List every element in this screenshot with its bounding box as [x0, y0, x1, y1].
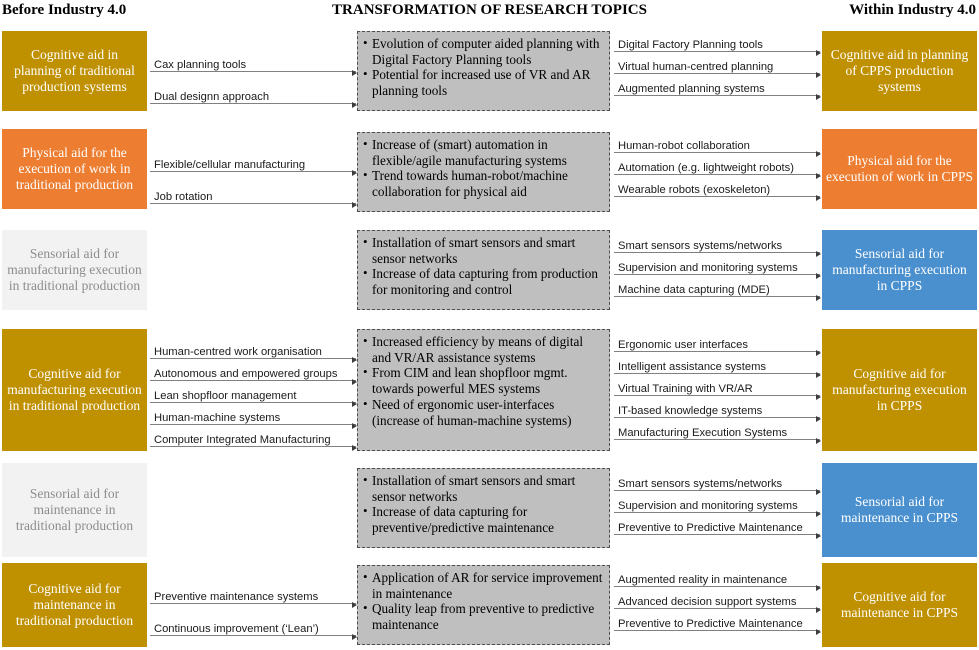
connector-arrow[interactable] [614, 52, 820, 74]
after-state-label: Sensorial aid for manufacturing execution in CPPS [832, 246, 967, 293]
connector-label: Lean shopfloor management [154, 389, 297, 402]
arrowhead-icon [816, 94, 821, 100]
arrowhead-icon [352, 634, 357, 640]
connector-arrow[interactable] [150, 172, 356, 204]
header-before-industry: Before Industry 4.0 [2, 2, 127, 18]
connector-label: Preventive maintenance systems [154, 590, 319, 603]
before-state-label: Cognitive aid in planning of traditional production systems [14, 47, 135, 94]
arrowhead-icon [352, 102, 357, 108]
connector-arrow[interactable] [614, 396, 820, 418]
transformation-list [363, 334, 603, 428]
connector-arrow[interactable] [614, 175, 820, 197]
connector-label: Preventive to Predictive Maintenance [618, 617, 803, 630]
transformation-item: • Application of AR for service improvement in maintenance [363, 570, 603, 601]
after-state-box[interactable] [822, 463, 977, 557]
transformation-item: • Increase of data capturing from production for monitoring and control [363, 266, 603, 297]
transformation-item: • Potential for increased use of VR and AR planning tools [363, 67, 603, 98]
connector-arrow[interactable] [150, 572, 356, 604]
after-state-box[interactable] [822, 129, 977, 209]
connector-arrow[interactable] [614, 418, 820, 440]
right-connector-group [614, 30, 820, 96]
transformation-list [363, 36, 603, 99]
before-state-label: Sensorial aid for maintenance in traditional production [15, 486, 134, 533]
connector-arrow[interactable] [150, 40, 356, 72]
connector-label: Virtual Training with VR/AR [618, 382, 753, 395]
right-connector-group [614, 231, 820, 297]
arrowhead-icon [352, 202, 357, 208]
connector-line [614, 630, 820, 631]
left-connector-group [150, 140, 356, 204]
connector-label: Intelligent assistance systems [618, 360, 766, 373]
right-connector-group [614, 131, 820, 197]
after-state-box[interactable] [822, 31, 977, 111]
after-state-label: Cognitive aid in planning of CPPS production systems [830, 47, 969, 94]
before-state-box[interactable] [2, 230, 147, 310]
transformation-item: • Trend towards human-robot/machine collaboration for physical aid [363, 168, 603, 199]
transformation-item: • Increase of data capturing for preventive/predictive maintenance [363, 504, 603, 535]
connector-arrow[interactable] [614, 352, 820, 374]
transformation-item: • Installation of smart sensors and smart sensor networks [363, 235, 603, 266]
connector-label: Autonomous and empowered groups [154, 367, 338, 380]
connector-label: Augmented planning systems [618, 82, 765, 95]
connector-arrow[interactable] [150, 425, 356, 447]
header-within-industry: Within Industry 4.0 [849, 2, 976, 18]
connector-arrow[interactable] [150, 337, 356, 359]
transformation-box[interactable] [357, 329, 610, 451]
connector-arrow[interactable] [614, 374, 820, 396]
after-state-label: Cognitive aid for manufacturing execution in CPPS [832, 366, 967, 413]
transformation-item: • Increase of (smart) automation in flexible/agile manufacturing systems [363, 137, 603, 168]
transformation-item: • Need of ergonomic user-interfaces (increase of human-machine systems) [363, 397, 603, 428]
left-connector-group [150, 337, 356, 447]
before-state-box[interactable] [2, 129, 147, 209]
after-state-label: Cognitive aid for maintenance in CPPS [841, 589, 958, 620]
connector-arrow[interactable] [614, 153, 820, 175]
arrowhead-icon [816, 629, 821, 635]
connector-arrow[interactable] [614, 30, 820, 52]
connector-label: Advanced decision support systems [618, 595, 797, 608]
before-state-label: Cognitive aid for maintenance in traditional production [15, 581, 134, 628]
connector-arrow[interactable] [150, 359, 356, 381]
before-state-box[interactable] [2, 31, 147, 111]
connector-label: Preventive to Predictive Maintenance [618, 521, 803, 534]
before-state-box[interactable] [2, 563, 147, 647]
after-state-box[interactable] [822, 563, 977, 647]
connector-arrow[interactable] [614, 513, 820, 535]
after-state-label: Physical aid for the execution of work in CPPS [826, 153, 973, 184]
transformation-box[interactable] [357, 31, 610, 111]
right-connector-group [614, 565, 820, 631]
transformation-item: • Evolution of computer aided planning with Digital Factory Planning tools [363, 36, 603, 67]
transformation-box[interactable] [357, 565, 610, 645]
connector-label: Wearable robots (exoskeleton) [618, 183, 771, 196]
transformation-box[interactable] [357, 468, 610, 548]
connector-arrow[interactable] [614, 74, 820, 96]
arrowhead-icon [816, 295, 821, 301]
connector-arrow[interactable] [614, 469, 820, 491]
transformation-list [363, 137, 603, 200]
connector-line [614, 95, 820, 96]
transformation-item: • Increased efficiency by means of digital and VR/AR assistance systems [363, 334, 603, 365]
connector-arrow[interactable] [614, 565, 820, 587]
transformation-list [363, 570, 603, 633]
connector-arrow[interactable] [614, 330, 820, 352]
connector-label: Supervision and monitoring systems [618, 499, 798, 512]
connector-arrow[interactable] [614, 131, 820, 153]
connector-label: Flexible/cellular manufacturing [154, 158, 306, 171]
before-state-box[interactable] [2, 463, 147, 557]
connector-line [614, 439, 820, 440]
connector-label: Smart sensors systems/networks [618, 239, 783, 252]
transformation-item: • Quality leap from preventive to predictive maintenance [363, 601, 603, 632]
after-state-label: Sensorial aid for maintenance in CPPS [841, 494, 958, 525]
connector-line [614, 296, 820, 297]
connector-label: Cax planning tools [154, 58, 247, 71]
connector-label: Human-centred work organisation [154, 345, 322, 358]
connector-label: Ergonomic user interfaces [618, 338, 748, 351]
transformation-box[interactable] [357, 230, 610, 310]
connector-label: Automation (e.g. lightweight robots) [618, 161, 794, 174]
connector-line [150, 103, 356, 104]
right-connector-group [614, 330, 820, 440]
before-state-label: Sensorial aid for manufacturing execution in traditional production [7, 246, 142, 293]
connector-label: IT-based knowledge systems [618, 404, 763, 417]
connector-arrow[interactable] [614, 275, 820, 297]
connector-label: Job rotation [154, 190, 213, 203]
transformation-list [363, 235, 603, 298]
connector-line [150, 635, 356, 636]
after-state-box[interactable] [822, 329, 977, 451]
header-transformation: TRANSFORMATION OF RESEARCH TOPICS [332, 2, 647, 18]
connector-label: Human-machine systems [154, 411, 281, 424]
connector-arrow[interactable] [614, 231, 820, 253]
connector-arrow[interactable] [614, 587, 820, 609]
transformation-item: • From CIM and lean shopfloor mgmt. towards powerful MES systems [363, 365, 603, 396]
transformation-box[interactable] [357, 132, 610, 212]
before-state-box[interactable] [2, 329, 147, 451]
connector-arrow[interactable] [614, 253, 820, 275]
arrowhead-icon [816, 438, 821, 444]
connector-arrow[interactable] [150, 403, 356, 425]
connector-line [614, 196, 820, 197]
connector-arrow[interactable] [150, 381, 356, 403]
connector-arrow[interactable] [150, 140, 356, 172]
connector-arrow[interactable] [614, 491, 820, 513]
arrowhead-icon [816, 533, 821, 539]
after-state-box[interactable] [822, 230, 977, 310]
connector-label: Supervision and monitoring systems [618, 261, 798, 274]
connector-label: Digital Factory Planning tools [618, 38, 763, 51]
connector-label: Smart sensors systems/networks [618, 477, 783, 490]
left-connector-group [150, 40, 356, 104]
connector-arrow[interactable] [150, 72, 356, 104]
connector-label: Manufacturing Execution Systems [618, 426, 788, 439]
connector-line [614, 534, 820, 535]
before-state-label: Physical aid for the execution of work in traditional production [15, 145, 134, 192]
connector-label: Dual designn approach [154, 90, 270, 103]
connector-line [150, 446, 356, 447]
transformation-item: • Installation of smart sensors and smart sensor networks [363, 473, 603, 504]
left-connector-group [150, 572, 356, 636]
right-connector-group [614, 469, 820, 535]
before-state-label: Cognitive aid for manufacturing execution in traditional production [7, 366, 142, 413]
connector-label: Augmented reality in maintenance [618, 573, 788, 586]
connector-label: Computer Integrated Manufacturing [154, 433, 331, 446]
arrowhead-icon [816, 195, 821, 201]
connector-label: Virtual human-centred planning [618, 60, 774, 73]
connector-arrow[interactable] [614, 609, 820, 631]
arrowhead-icon [352, 445, 357, 451]
connector-line [150, 203, 356, 204]
connector-arrow[interactable] [150, 604, 356, 636]
connector-label: Continuous improvement (‘Lean’) [154, 622, 319, 635]
transformation-list [363, 473, 603, 536]
connector-label: Human-robot collaboration [618, 139, 750, 152]
connector-label: Machine data capturing (MDE) [618, 283, 770, 296]
